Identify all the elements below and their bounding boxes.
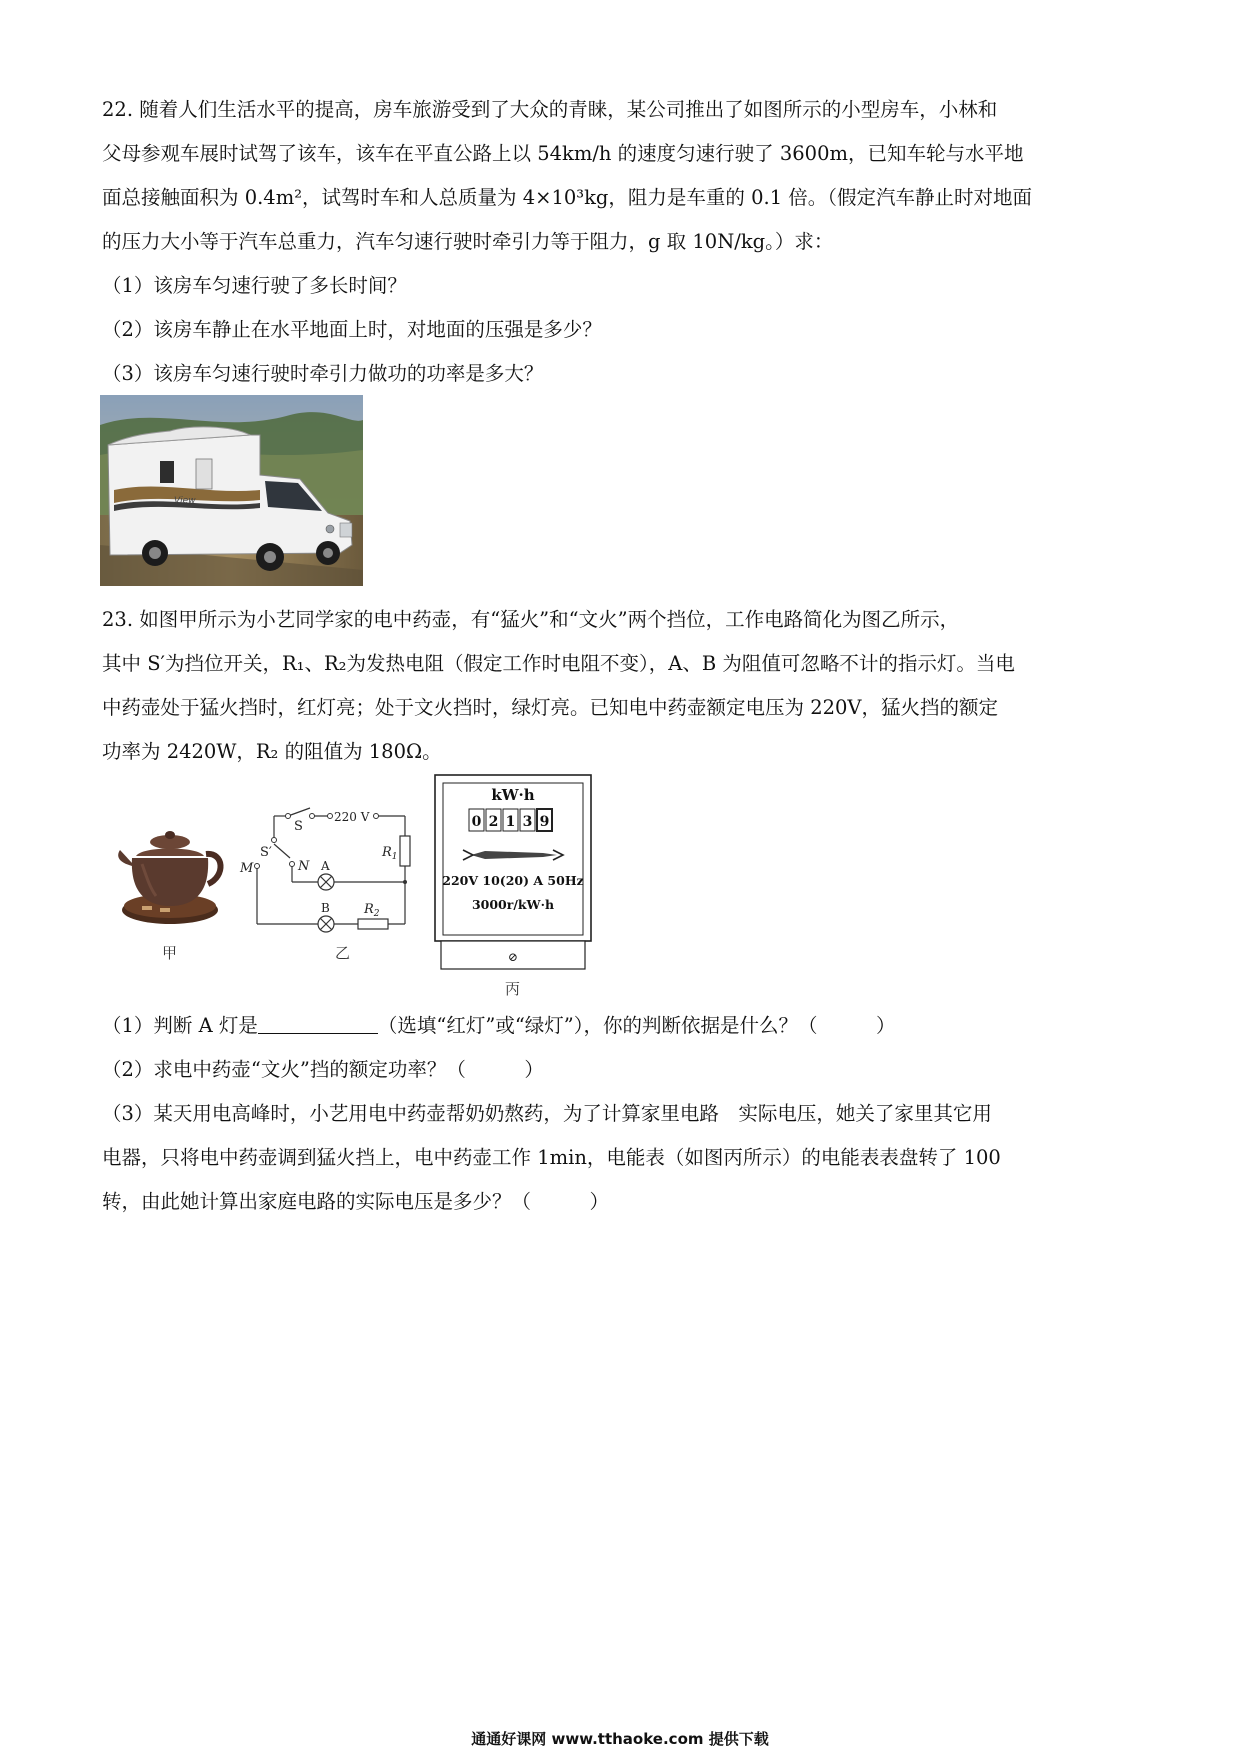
q22-line-2: 父母参观车展时试驾了该车，该车在平直公路上以 54km/h 的速度匀速行驶了 3600m，已知车轮与水平地 [102, 142, 1024, 165]
q23-sub-3-line-1: （3）某天用电高峰时，小艺用电中药壶帮奶奶熬药，为了计算家里电路 实际电压，她关了家里其它用 [102, 1102, 992, 1125]
caption-jia: 甲 [162, 944, 178, 962]
q23-line-4: 功率为 2420W，R₂ 的阻值为 180Ω。 [102, 740, 442, 763]
answer-blank[interactable] [258, 1015, 378, 1034]
meter-digit-2: 2 [488, 814, 499, 830]
meter-rev: 3000r/kW·h [471, 897, 555, 912]
q23-sub-3-line-3: 转，由此她计算出家庭电路的实际电压是多少？（ ） [102, 1190, 610, 1213]
q23-sub-1 [102, 1010, 896, 1038]
label-M: M [240, 861, 254, 876]
label-A: A [321, 859, 330, 873]
q22-line-3: 面总接触面积为 0.4m²，试驾时车和人总质量为 4×10³kg，阻力是车重的 0.1 倍。（假定汽车静止时对地面 [102, 186, 1033, 209]
q23-line-2: 其中 S′为挡位开关，R₁、R₂为发热电阻（假定工作时电阻不变），A、B 为阻值可忽略不计的指示灯。当电 [102, 652, 1015, 675]
q22-sub-1: （1）该房车匀速行驶了多长时间？ [102, 274, 407, 297]
rv-brand-text: View [174, 496, 196, 506]
q23-sub-3-line-2: 电器，只将电中药壶调到猛火挡上，电中药壶工作 1min，电能表（如图丙所示）的电能表表盘转了 100 [102, 1146, 1001, 1169]
meter-knob-icon: ⊘ [507, 950, 519, 964]
q23-sub-1-pre: （1）判断 A 灯是 [102, 1014, 258, 1037]
svg-text:R2 [363, 902, 380, 919]
q22-line-1: 22. 随着人们生活水平的提高，房车旅游受到了大众的青睐，某公司推出了如图所示的小型房车，小林和 [102, 98, 998, 121]
page-footer: 通通好课网 www.tthaoke.com 提供下载 [471, 1730, 769, 1748]
label-voltage: 220 V [334, 810, 370, 824]
label-B: B [321, 901, 330, 915]
meter-digit-5: 9 [539, 814, 550, 830]
label-Sprime: S′ [260, 845, 272, 860]
label-R1: R [382, 845, 392, 860]
svg-text:R1 [381, 845, 398, 862]
electricity-meter [433, 773, 595, 973]
circuit-diagram [230, 800, 420, 945]
rv-photo [100, 395, 363, 586]
herb-pot-figure [112, 818, 232, 930]
q23-line-3: 中药壶处于猛火挡时，红灯亮；处于文火挡时，绿灯亮。已知电中药壶额定电压为 220V，猛火挡的额定 [102, 696, 999, 719]
q22-sub-2: （2）该房车静止在水平地面上时，对地面的压强是多少？ [102, 318, 602, 341]
label-R2-sub: 2 [373, 909, 380, 919]
q22-line-4: 的压力大小等于汽车总重力，汽车匀速行驶时牵引力等于阻力，g 取 10N/kg。）求： [102, 230, 834, 253]
q22-sub-3: （3）该房车匀速行驶时牵引力做功的功率是多大？ [102, 362, 544, 385]
caption-bing: 丙 [505, 980, 521, 998]
q23-sub-1-post: （选填“红灯”或“绿灯”），你的判断依据是什么？（ ） [377, 1014, 896, 1037]
label-R1-sub: 1 [391, 852, 398, 862]
meter-digit-1: 0 [471, 814, 482, 830]
q23-line-1: 23. 如图甲所示为小艺同学家的电中药壶，有“猛火”和“文火”两个挡位，工作电路简化为图乙所示， [102, 608, 960, 631]
meter-rating: 220V 10(20) A 50Hz [442, 873, 584, 888]
label-R2: R [364, 902, 374, 917]
meter-unit: kW·h [491, 786, 535, 804]
caption-yi: 乙 [335, 944, 351, 962]
label-N: N [298, 859, 310, 874]
meter-digit-4: 3 [522, 814, 533, 830]
q23-sub-2: （2）求电中药壶“文火”挡的额定功率？（ ） [102, 1058, 544, 1081]
meter-digit-3: 1 [505, 814, 516, 830]
label-S: S [294, 819, 303, 834]
